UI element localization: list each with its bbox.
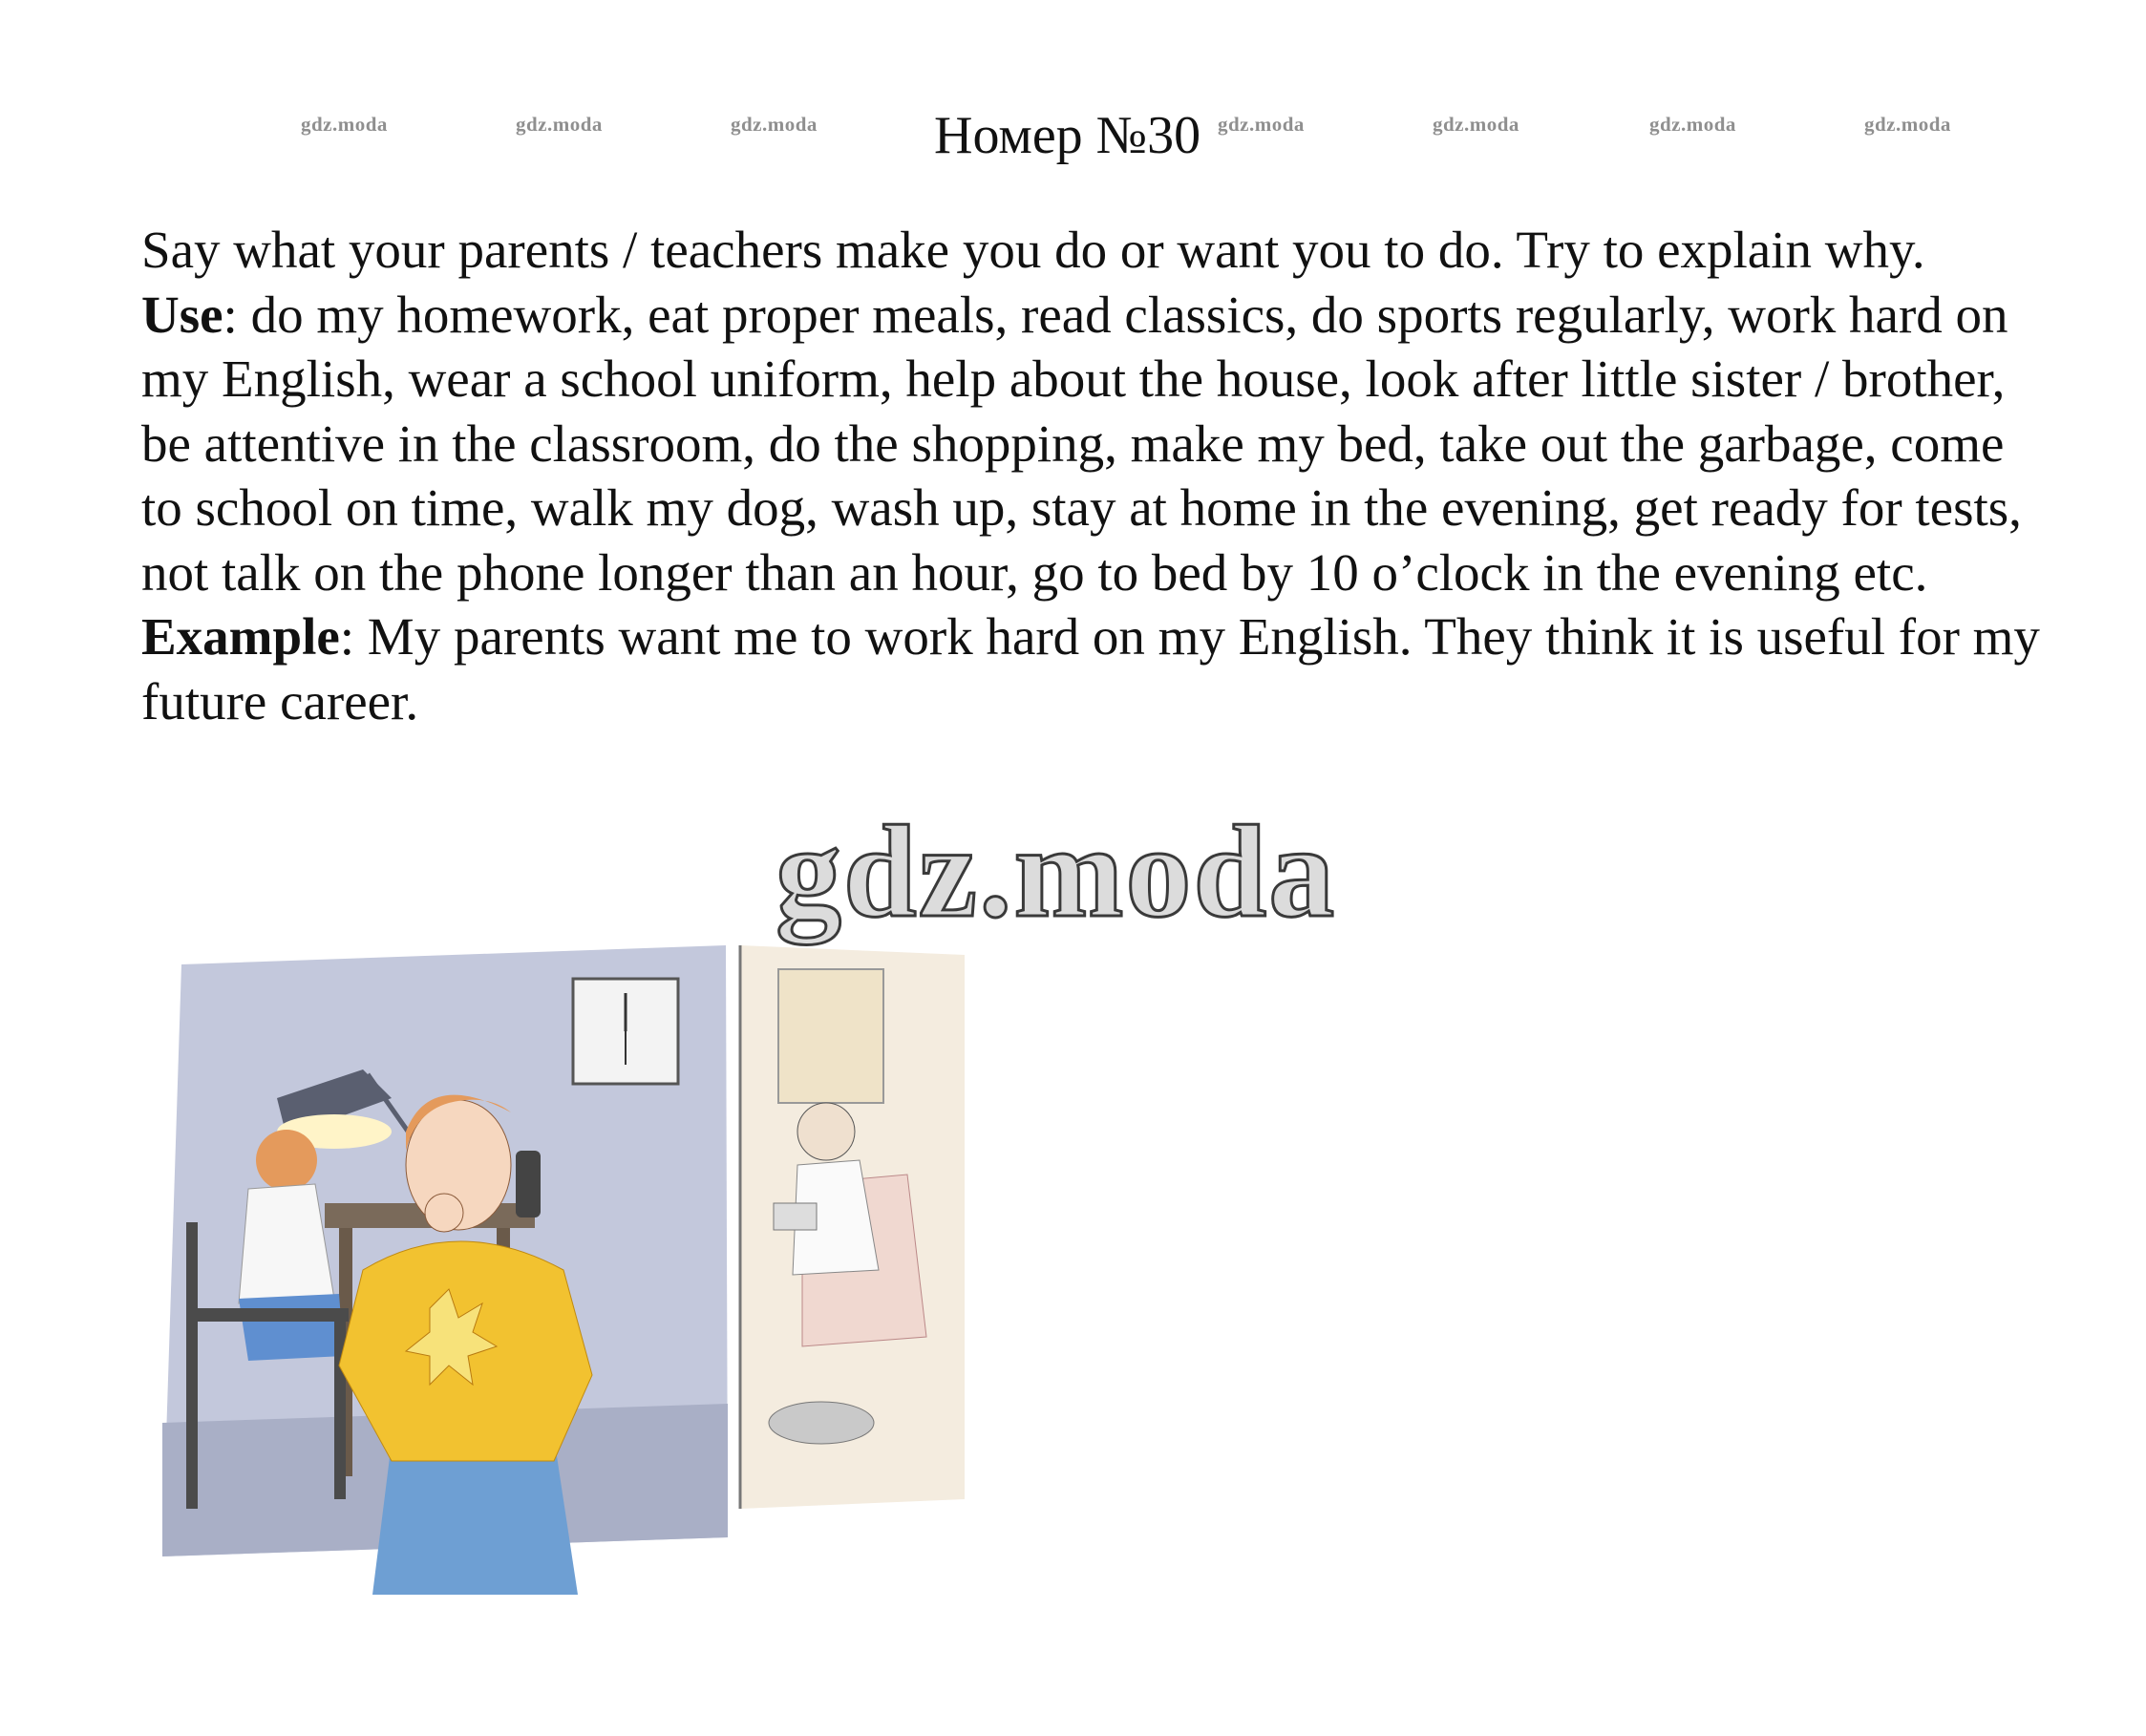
page-title: Номер №30 bbox=[934, 106, 1201, 165]
watermark-small: gdz.moda bbox=[1649, 113, 1736, 136]
task-text bbox=[141, 218, 2051, 733]
cat-icon bbox=[769, 1402, 874, 1444]
book-icon bbox=[774, 1203, 817, 1230]
clock-icon bbox=[573, 979, 678, 1084]
watermark-small: gdz.moda bbox=[1433, 113, 1519, 136]
use-text: : do my homework, eat proper meals, read classics, do sports regularly, work hard on my English, wear a school uniform, help about the house, look after little sister / brother, be attentive in the classroom, do the shopping, make my bed, take out the garbage, come to school on time, walk my dog, wash up, stay at home in the evening, get ready for tests, not talk on the phone longer than an hour, go to bed by 10 o’clock in the evening etc. bbox=[141, 285, 2022, 602]
watermark-small: gdz.moda bbox=[731, 113, 818, 136]
illustration-boy-on-phone bbox=[143, 926, 974, 1595]
watermark-small: gdz.moda bbox=[1218, 113, 1305, 136]
phone-icon bbox=[516, 1151, 541, 1217]
watermark-small: gdz.moda bbox=[1864, 113, 1951, 136]
use-paragraph bbox=[141, 283, 2051, 605]
example-label: Example bbox=[141, 607, 340, 666]
example-text: : My parents want me to work hard on my English. They think it is useful for my future career. bbox=[141, 607, 2040, 730]
back-window bbox=[778, 969, 883, 1103]
example-paragraph bbox=[141, 604, 2051, 733]
use-label: Use bbox=[141, 285, 223, 344]
watermark-small: gdz.moda bbox=[516, 113, 603, 136]
task-instruction: Say what your parents / teachers make you do or want you to do. Try to explain why. bbox=[141, 221, 1925, 279]
watermark-large: gdz.moda bbox=[776, 798, 1337, 944]
watermark-small: gdz.moda bbox=[301, 113, 388, 136]
